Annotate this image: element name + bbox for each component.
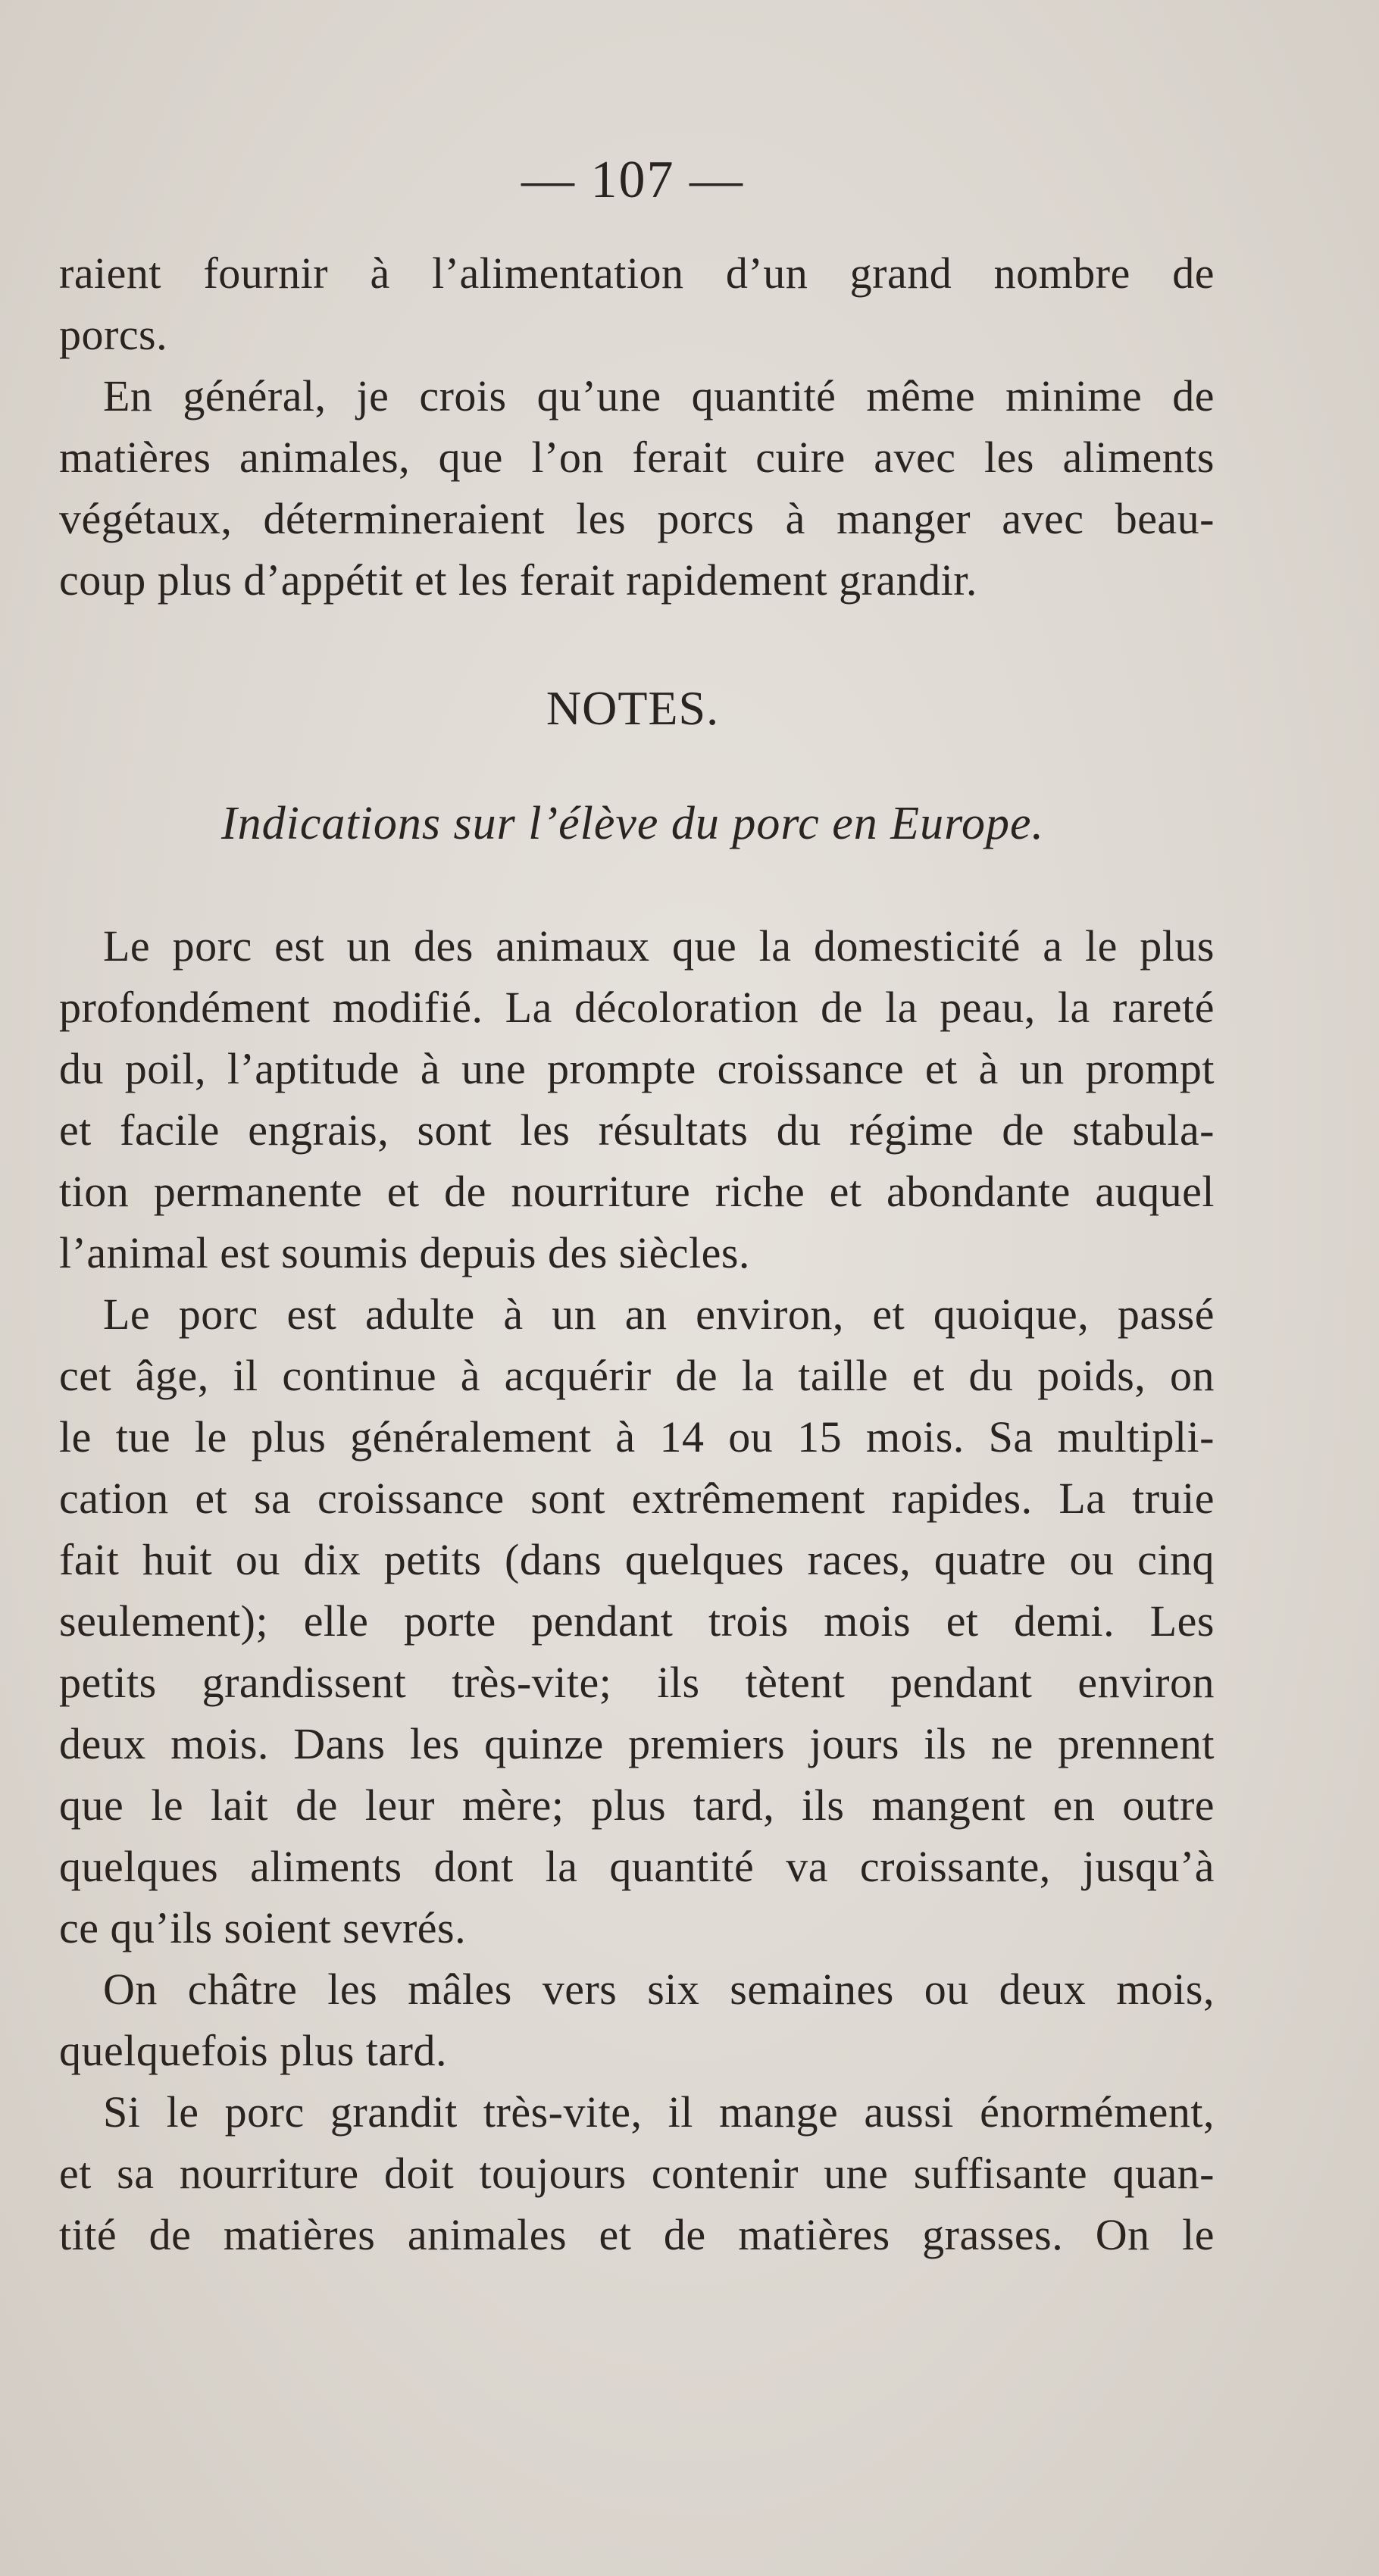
text-line: fait huit ou dix petits (dans quelques races, quatre ou cinq: [59, 1535, 1215, 1584]
page-number: — 107 —: [521, 151, 744, 209]
text-line: Si le porc grandit très-vite, il mange aussi énormément,: [103, 2087, 1215, 2137]
text-line: le tue le plus généralement à 14 ou 15 mois. Sa multipli-: [59, 1412, 1215, 1462]
text-line: ce qu’ils soient sevrés.: [59, 1903, 467, 1952]
text-line: cet âge, il continue à acquérir de la taille et du poids, on: [59, 1351, 1215, 1400]
notes-subheading: Indications sur l’élève du porc en Europe.: [221, 798, 1044, 849]
text-line: l’animal est soumis depuis des siècles.: [59, 1228, 750, 1277]
text-line: coup plus d’appétit et les ferait rapidement grandir.: [59, 555, 977, 605]
notes-heading: NOTES.: [546, 681, 720, 735]
notes-paragraphs: [59, 915, 1215, 2265]
text-line: profondément modifié. La décoloration de la peau, la rareté: [59, 983, 1215, 1032]
text-line: quelques aliments dont la quantité va croissante, jusqu’à: [59, 1842, 1215, 1891]
text-line: porcs.: [59, 310, 168, 359]
text-line: que le lait de leur mère; plus tard, ils mangent en outre: [59, 1780, 1215, 1830]
text-line: En général, je crois qu’une quantité même minime de: [103, 371, 1215, 420]
text-line: tion permanente et de nourriture riche et abondante auquel: [59, 1167, 1215, 1216]
text-line: matières animales, que l’on ferait cuire avec les aliments: [59, 433, 1215, 482]
intro-paragraphs: [59, 242, 1215, 611]
text-line: On châtre les mâles vers six semaines ou deux mois,: [103, 1965, 1215, 2014]
text-line: Le porc est adulte à un an environ, et quoique, passé: [103, 1290, 1215, 1339]
text-line: seulement); elle porte pendant trois mois et demi. Les: [59, 1596, 1215, 1646]
text-line: cation et sa croissance sont extrêmement rapides. La truie: [59, 1474, 1215, 1523]
text-line: raient fournir à l’alimentation d’un grand nombre de: [59, 249, 1215, 298]
text-line: et sa nourriture doit toujours contenir une suffisante quan-: [59, 2149, 1215, 2198]
text-line: végétaux, détermineraient les porcs à manger avec beau-: [59, 494, 1215, 543]
text-line: deux mois. Dans les quinze premiers jours ils ne prennent: [59, 1719, 1215, 1768]
text-line: petits grandissent très-vite; ils tètent pendant environ: [59, 1658, 1215, 1707]
text-line: tité de matières animales et de matières grasses. On le: [59, 2210, 1215, 2259]
text-line: Le porc est un des animaux que la domesticité a le plus: [103, 921, 1215, 971]
text-line: quelquefois plus tard.: [59, 2026, 447, 2075]
text-line: du poil, l’aptitude à une prompte croissance et à un prompt: [59, 1044, 1215, 1093]
text-line: et facile engrais, sont les résultats du régime de stabula-: [59, 1105, 1215, 1155]
